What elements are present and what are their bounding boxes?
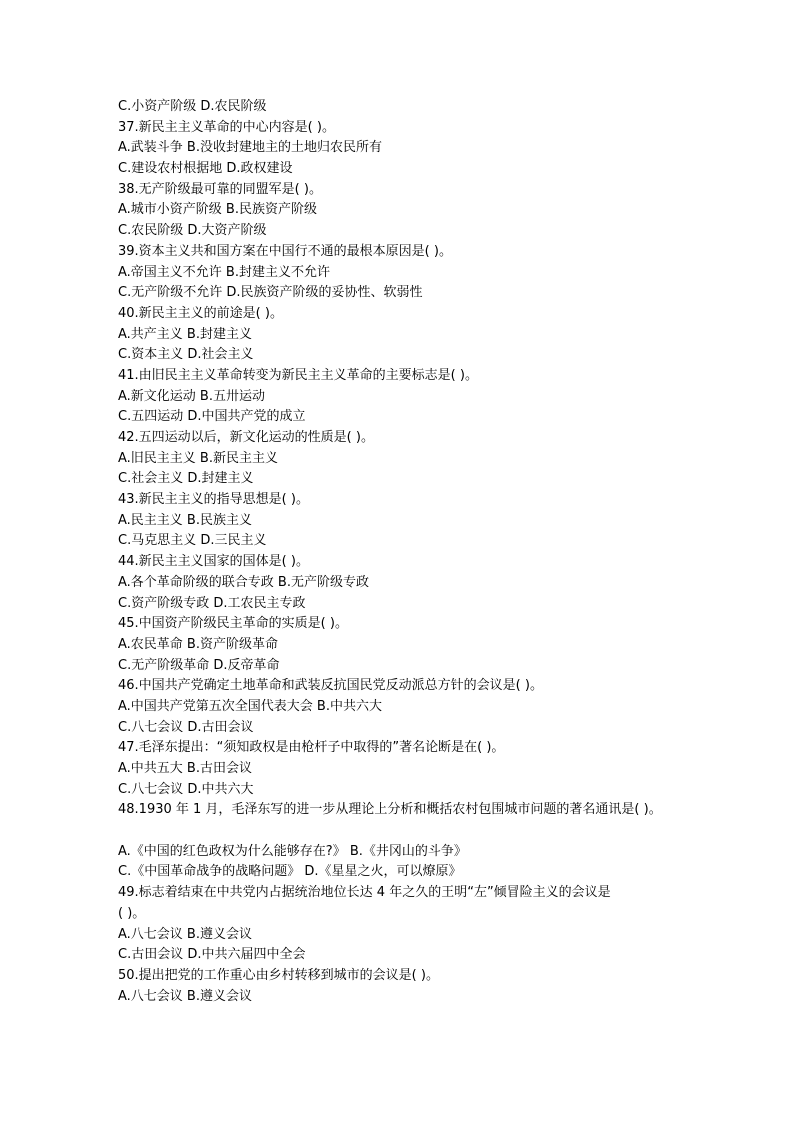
options-line: A.农民革命 B.资产阶级革命 (118, 636, 278, 652)
question-46: 46.中国共产党确定土地革命和武装反抗国民党反动派总方针的会议是( )。 (118, 678, 543, 694)
options-line: A.新文化运动 B.五卅运动 (118, 388, 265, 404)
options-line: A.武装斗争 B.没收封建地主的土地归农民所有 (118, 140, 382, 156)
options-line: C.古田会议 D.中共六届四中全会 (118, 947, 306, 963)
blank-line (118, 821, 738, 842)
question-44: 44.新民主主义国家的国体是( )。 (118, 554, 309, 570)
question-43: 43.新民主主义的指导思想是( )。 (118, 492, 309, 508)
options-line: C.社会主义 D.封建主义 (118, 471, 254, 487)
question-49-continued: ( )。 (118, 905, 146, 921)
options-line: C.五四运动 D.中国共产党的成立 (118, 409, 306, 425)
question-48: 48.1930 年 1 月，毛泽东写的进一步从理论上分析和概括农村包围城市问题的著名通讯是( )。 (118, 802, 662, 818)
options-line: A.《中国的红色政权为什么能够存在?》 B.《井冈山的斗争》 (118, 843, 467, 859)
options-line: C.《中国革命战争的战略问题》 D.《星星之火，可以燎原》 (118, 864, 462, 880)
options-line: A.中共五大 B.古田会议 (118, 761, 252, 776)
options-line: A.八七会议 B.遵义会议 (118, 988, 252, 1004)
options-line: A.各个革命阶级的联合专政 B.无产阶级专政 (118, 574, 369, 590)
options-line: C.资本主义 D.社会主义 (118, 347, 254, 363)
options-line: A.八七会议 B.遵义会议 (118, 926, 252, 942)
question-39: 39.资本主义共和国方案在中国行不通的最根本原因是( )。 (118, 243, 452, 259)
options-line: A.中国共产党第五次全国代表大会 B.中共六大 (118, 698, 382, 714)
options-line: A.共产主义 B.封建主义 (118, 326, 252, 342)
options-line: C.无产阶级不允许 D.民族资产阶级的妥协性、软弱性 (118, 285, 423, 301)
question-47: 47.毛泽东提出：“须知政权是由枪杆子中取得的”著名论断是在( )。 (118, 740, 505, 756)
options-line: C.八七会议 D.中共六大 (118, 781, 254, 797)
options-line: C.建设农村根据地 D.政权建设 (118, 161, 293, 177)
options-line: C.八七会议 D.古田会议 (118, 719, 254, 735)
options-line: C.农民阶级 D.大资产阶级 (118, 223, 267, 239)
question-37: 37.新民主主义革命的中心内容是( )。 (118, 119, 335, 135)
question-38: 38.无产阶级最可靠的同盟军是( )。 (118, 181, 322, 197)
options-line: C.无产阶级革命 D.反帝革命 (118, 657, 280, 673)
text-line: C.小资产阶级 D.农民阶级 (118, 99, 267, 114)
options-line: A.旧民主主义 B.新民主主义 (118, 450, 278, 466)
question-49: 49.标志着结束在中共党内占据统治地位长达 4 年之久的王明“左”倾冒险主义的会议是 (118, 885, 611, 901)
options-line: C.资产阶级专政 D.工农民主专政 (118, 595, 306, 611)
options-line: A.城市小资产阶级 B.民族资产阶级 (118, 202, 317, 218)
question-50: 50.提出把党的工作重心由乡村转移到城市的会议是( )。 (118, 967, 439, 983)
options-line: A.民主主义 B.民族主义 (118, 512, 252, 528)
options-line: C.马克思主义 D.三民主义 (118, 533, 267, 549)
question-42: 42.五四运动以后，新文化运动的性质是( )。 (118, 430, 374, 445)
options-line: A.帝国主义不允许 B.封建主义不允许 (118, 264, 330, 280)
question-40: 40.新民主主义的前途是( )。 (118, 305, 283, 321)
question-45: 45.中国资产阶级民主革命的实质是( )。 (118, 616, 348, 632)
document-page (118, 97, 738, 1007)
question-41: 41.由旧民主主义革命转变为新民主主义革命的主要标志是( )。 (118, 367, 478, 383)
